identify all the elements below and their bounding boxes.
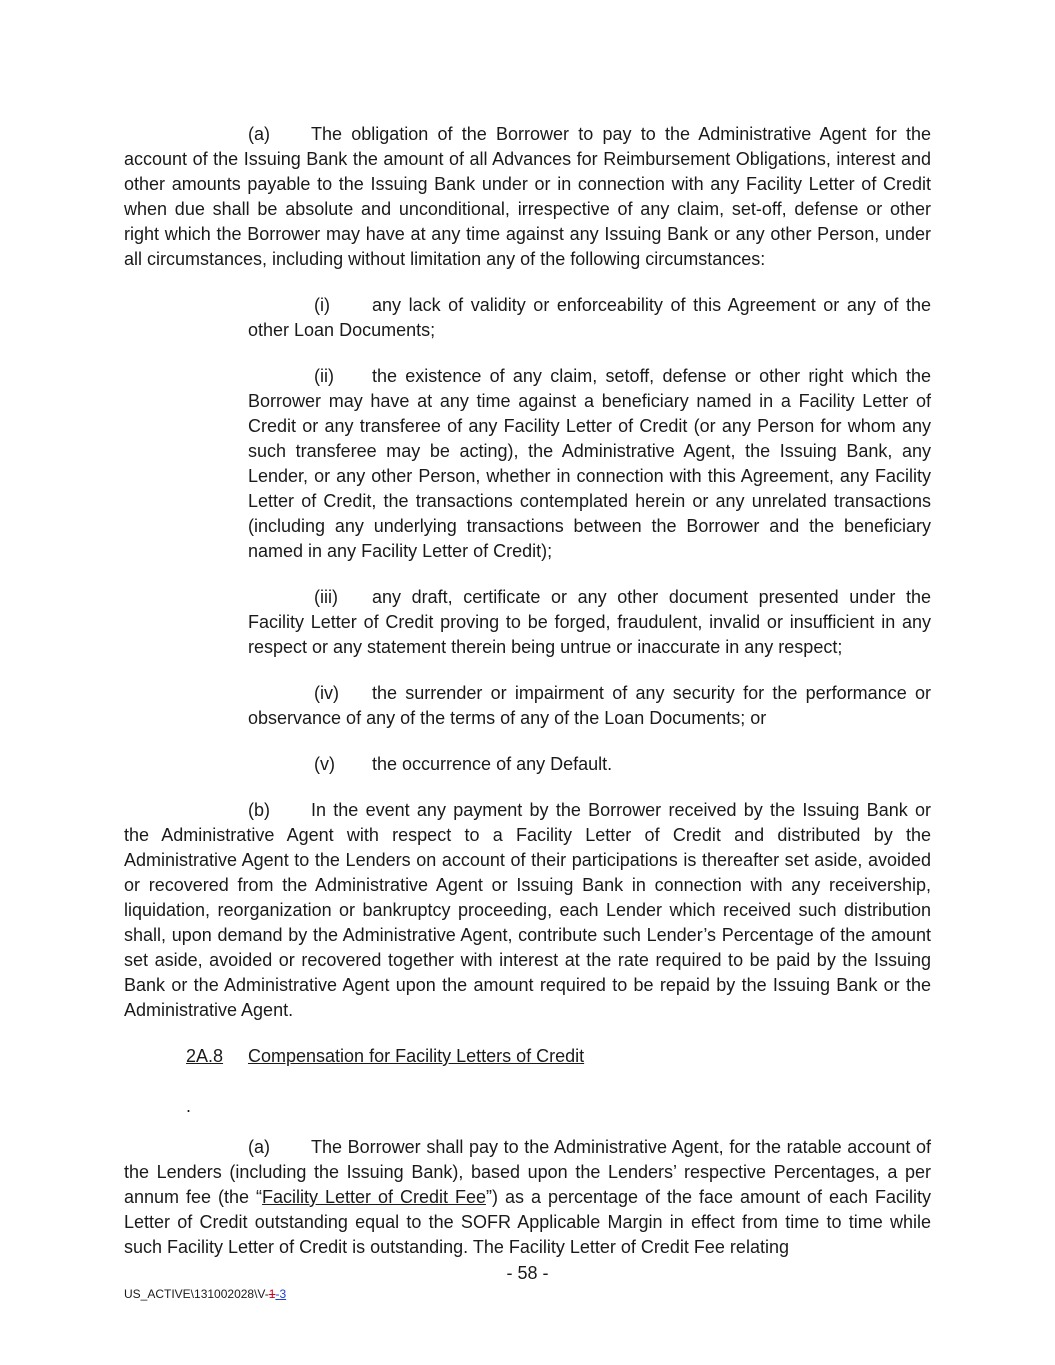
doc-id-separator: -: [275, 1287, 280, 1301]
clause-label: (iii): [314, 587, 338, 607]
paragraph-label: (b): [248, 800, 270, 820]
clause-v: [248, 752, 931, 777]
document-id: [124, 1286, 286, 1302]
paragraph-a: [124, 122, 931, 272]
paragraph-a-compensation: [124, 1135, 931, 1260]
clause-iii: [248, 585, 931, 660]
paragraph-label: (a): [248, 124, 270, 144]
section-number: 2A.8: [186, 1046, 224, 1066]
clause-label: (i): [314, 295, 330, 315]
clause-label: (v): [314, 754, 335, 774]
paragraph-text-after: ”) as a percentage of the face amount of each Facility Letter of Credit outstanding equal to the SOFR Applicable Margin in effect from time to time while such Facility Letter of Credit is outstanding. The Facility Letter of Credit Fee relating: [124, 1187, 931, 1257]
clause-text: any lack of validity or enforceability of this Agreement or any of the other Loan Documents;: [248, 295, 931, 340]
paragraph-text-before: The Borrower shall pay to the Administrative Agent, for the ratable account of the Lenders (including the Issuing Bank), based upon the Lenders’ respective Percentages, a per annum fee (the “: [124, 1137, 931, 1207]
paragraph-b: [124, 798, 931, 1023]
clause-label: (iv): [314, 683, 339, 703]
paragraph-text: In the event any payment by the Borrower received by the Issuing Bank or the Administrative Agent with respect to a Facility Letter of Credit and distributed by the Administrative Agent to the Lenders on account of their participations is thereafter set aside, avoided or recovered from the Administrative Agent or Issuing Bank in connection with any receivership, liquidation, reorganization or bankruptcy proceeding, each Lender which received such distribution shall, upon demand by the Administrative Agent, contribute such Lender’s Percentage of the amount set aside, avoided or recovered together with interest at the rate required to be paid by the Issuing Bank or the Administrative Agent upon the amount required to be repaid by the Issuing Bank or the Administrative Agent.: [124, 800, 931, 1020]
section-heading: [186, 1044, 584, 1069]
clause-ii: [248, 364, 931, 564]
doc-id-prefix: US_ACTIVE\131002028\V-: [124, 1287, 269, 1301]
clause-iv: [248, 681, 931, 731]
stray-period: .: [186, 1096, 192, 1116]
section-title: Compensation for Facility Letters of Credit: [248, 1046, 585, 1066]
defined-term: Facility Letter of Credit Fee: [262, 1187, 486, 1207]
clause-label: (ii): [314, 366, 334, 386]
clause-text: any draft, certificate or any other document presented under the Facility Letter of Credit proving to be forged, fraudulent, invalid or insufficient in any respect or any statement therein being untrue or inaccurate in any respect;: [248, 587, 931, 657]
doc-id-deleted-version: 1: [268, 1287, 276, 1301]
page-number: - 58 -: [506, 1263, 549, 1283]
clause-text: the existence of any claim, setoff, defense or other right which the Borrower may have at any time against a beneficiary named in a Facility Letter of Credit or any transferee of any Facility Letter of Credit (or any Person for whom any such transferee may be acting), the Administrative Agent, the Issuing Bank, any Lender, or any other Person, whether in connection with this Agreement, any Facility Letter of Credit, the transactions contemplated herein or any unrelated transactions (including any underlying transactions between the Borrower and the beneficiary named in any Facility Letter of Credit);: [248, 366, 931, 561]
paragraph-label: (a): [248, 1137, 270, 1157]
clause-text: the occurrence of any Default.: [372, 754, 613, 774]
clause-text: the surrender or impairment of any security for the performance or observance of any of the terms of any of the Loan Documents; or: [248, 683, 931, 728]
doc-id-inserted-version: 3: [279, 1287, 287, 1301]
paragraph-text: The obligation of the Borrower to pay to the Administrative Agent for the account of the Issuing Bank the amount of all Advances for Reimbursement Obligations, interest and other amounts payable to the Issuing Bank under or in connection with any Facility Letter of Credit when due shall be absolute and unconditional, irrespective of any claim, set-off, defense or other right which the Borrower may have at any time against any Issuing Bank or any other Person, under all circumstances, including without limitation any of the following circumstances:: [124, 124, 931, 269]
clause-i: [248, 293, 931, 343]
